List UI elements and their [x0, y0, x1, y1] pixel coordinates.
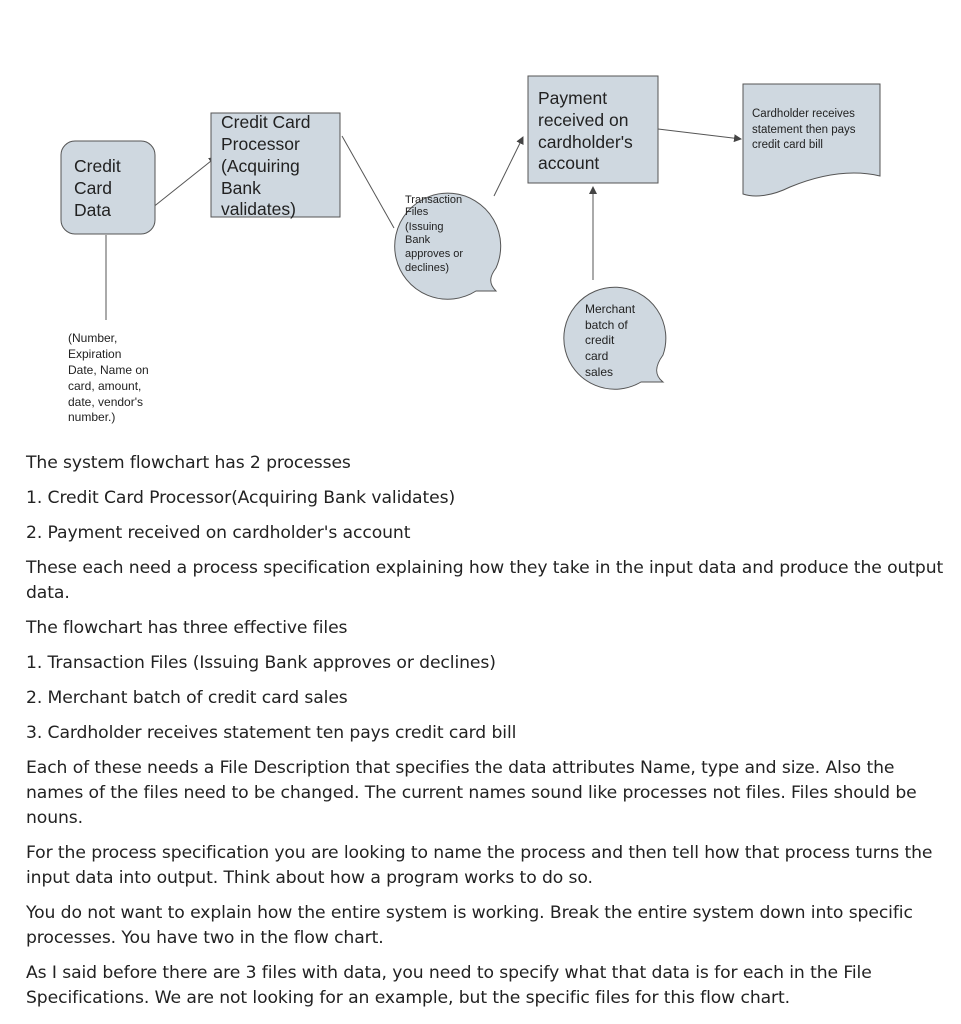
transaction-files-line: approves or — [405, 248, 464, 260]
merchant-line: card — [585, 349, 609, 363]
connector-payment-to-statement — [658, 129, 741, 139]
merchant-batch-node — [564, 287, 666, 389]
note-line: card, amount, — [68, 379, 142, 393]
paragraph-3: 2. Payment received on cardholder's account — [26, 523, 411, 543]
credit-card-data-note — [68, 331, 152, 424]
merchant-line: batch of — [585, 318, 628, 332]
credit-card-data-line: Credit — [74, 156, 121, 176]
note-line: Expiration — [68, 347, 122, 361]
credit-card-data-line: Data — [74, 200, 111, 220]
note-line: number.) — [68, 410, 116, 424]
paragraph-12: As I said before there are 3 files with data, you need to specify what that data is for each in the File Specifications. We are not looking for an example, but the specific files for this flow chart. — [26, 963, 872, 1008]
transaction-files-line: declines) — [405, 262, 450, 274]
note-line: Date, Name on — [68, 363, 149, 377]
payment-line: account — [538, 153, 600, 173]
paragraph-7: 2. Merchant batch of credit card sales — [26, 688, 348, 708]
transaction-files-line: Files — [405, 206, 429, 218]
payment-line: Payment — [538, 88, 608, 108]
processor-line: validates) — [221, 199, 296, 219]
svg-text:(Number, Expiration — [68, 331, 152, 424]
credit-card-data-line: Card — [74, 178, 112, 198]
connector-data-to-processor — [152, 157, 216, 208]
paragraph-6: 1. Transaction Files (Issuing Bank approves or declines) — [26, 653, 496, 673]
paragraph-8: 3. Cardholder receives statement ten pays credit card bill — [26, 723, 517, 743]
merchant-line: Merchant — [585, 302, 636, 316]
transaction-files-node — [395, 193, 501, 299]
paragraph-11: You do not want to explain how the entire system is working. Break the entire system down into specific processes. You have two in the flow chart. — [26, 903, 913, 948]
merchant-line: sales — [585, 365, 614, 379]
statement-line: credit card bill — [752, 139, 823, 151]
transaction-files-line: (Issuing — [405, 221, 444, 233]
processor-line: (Acquiring — [221, 156, 300, 176]
credit-card-data-node — [61, 141, 155, 234]
processor-line: Bank — [221, 178, 261, 198]
connector-processor-to-transaction-files — [342, 136, 394, 228]
note-line: (Number, — [68, 331, 118, 345]
transaction-files-line: Bank — [405, 234, 431, 246]
statement-line: Cardholder receives — [752, 108, 855, 120]
transaction-files-line: Transaction — [405, 194, 463, 206]
statement-line: statement then pays — [752, 124, 856, 136]
system-flowchart — [0, 0, 961, 440]
note-line: date, vendor's — [68, 395, 144, 409]
cardholder-statement-node — [743, 84, 880, 196]
payment-received-node — [528, 76, 658, 183]
credit-card-processor-node — [211, 112, 340, 219]
paragraph-2: 1. Credit Card Processor(Acquiring Bank validates) — [26, 488, 456, 508]
paragraph-4: These each need a process specification explaining how they take in the input data and produce the output data. — [26, 558, 944, 603]
payment-line: received on — [538, 110, 629, 130]
processor-line: Processor — [221, 134, 300, 154]
processor-line: Credit Card — [221, 112, 311, 132]
payment-line: cardholder's — [538, 132, 633, 152]
paragraph-9: Each of these needs a File Description that specifies the data attributes Name, type and size. Also the names of the files need to be changed. The current names sound like processes not files. Files should be nouns. — [26, 758, 917, 828]
paragraph-10: For the process specification you are looking to name the process and then tell how that process turns the input data into output. Think about how a program works to do so. — [26, 843, 933, 888]
merchant-line: credit — [585, 333, 615, 347]
paragraph-5: The flowchart has three effective files — [26, 618, 348, 638]
connector-transaction-files-to-payment — [494, 137, 523, 196]
paragraph-1: The system flowchart has 2 processes — [26, 453, 351, 473]
